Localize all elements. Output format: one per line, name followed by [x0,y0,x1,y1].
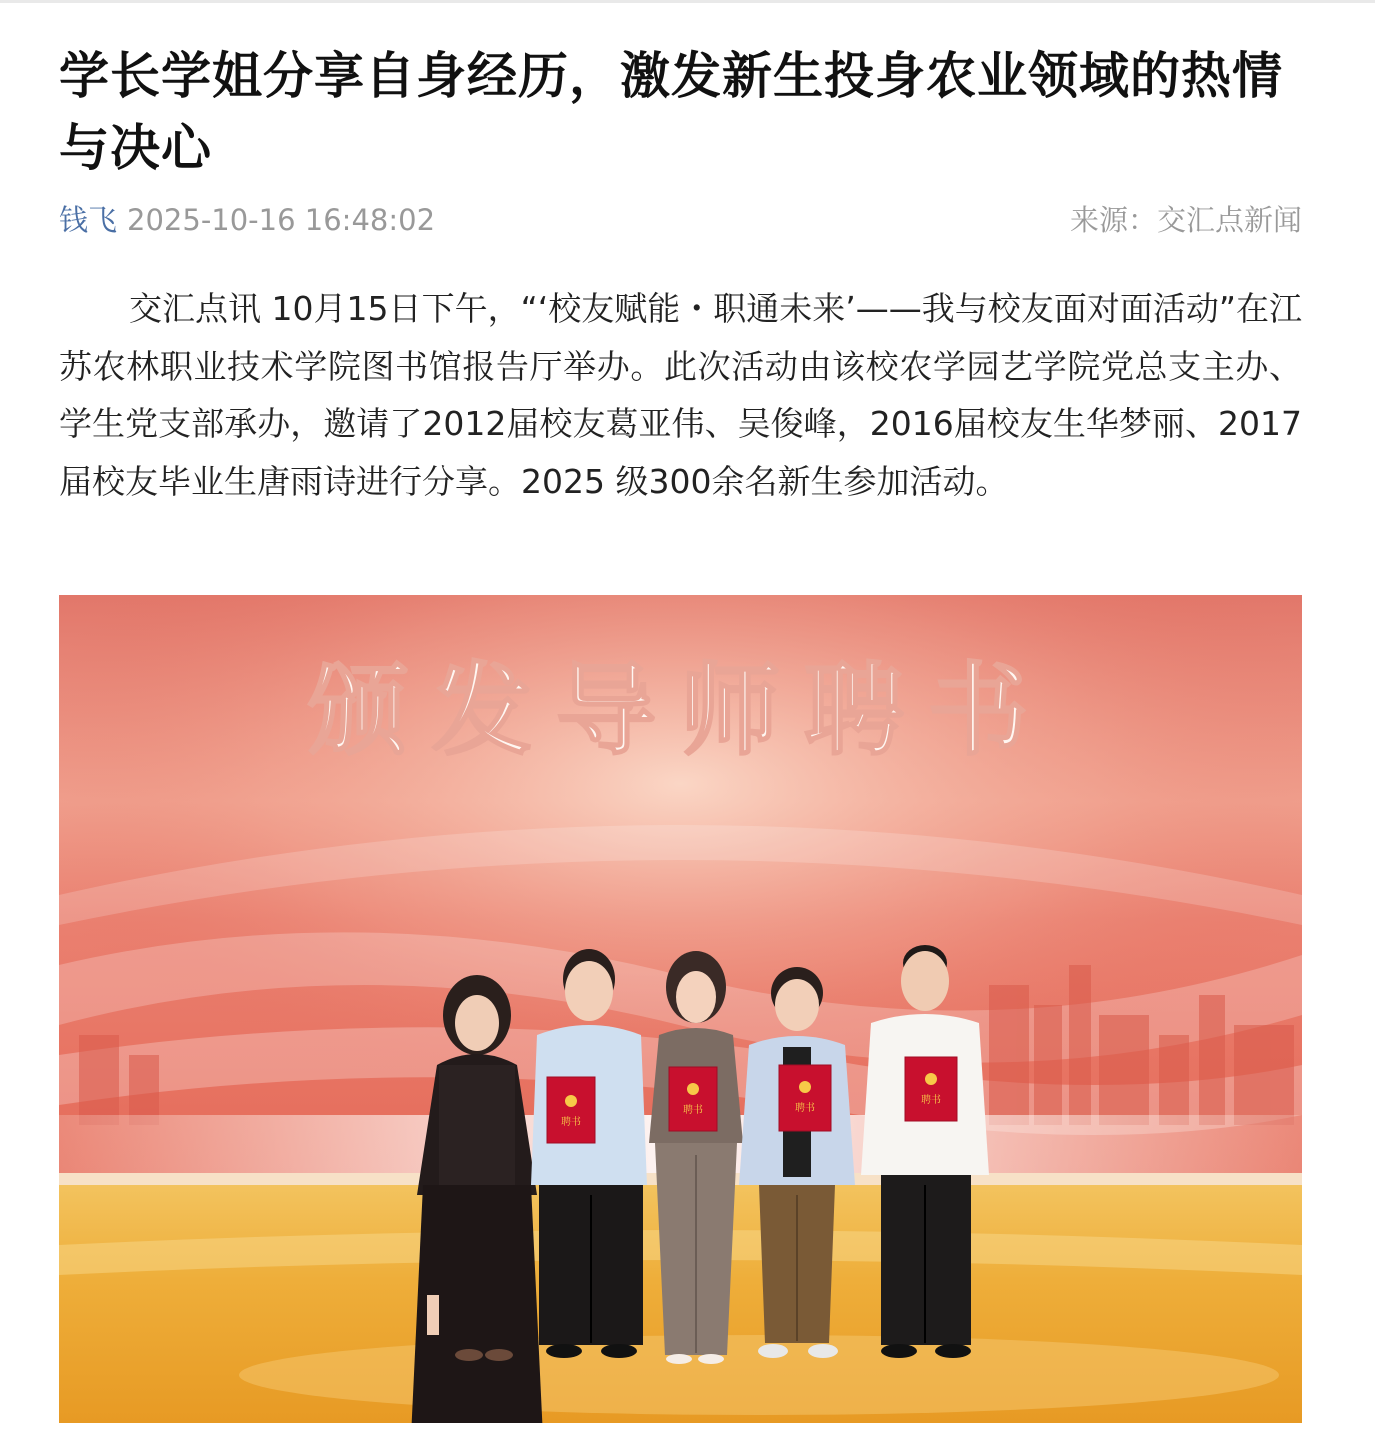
certificate [669,1067,717,1131]
certificate-label: 聘书 [683,1105,703,1116]
article-source: 来源：交汇点新闻 [1069,203,1302,237]
certificate-label: 聘书 [921,1095,941,1106]
certificate [905,1057,957,1121]
publish-datetime: 2025-10-16 16:48:02 [127,203,436,237]
stage-banner-text: 颁发导师聘书 [308,651,1052,769]
article-paragraph: 交汇点讯 10月15日下午，“‘校友赋能・职通未来’——我与校友面对面活动”在江苏农林职业技术学院图书馆报告厅举办。此次活动由该校农学园艺学院党总支主办、学生党支部承办，邀请了2012届校友葛亚伟、吴俊峰，2016届校友生华梦丽、2017届校友毕业生唐雨诗进行分享。2025 级300余名新生参加活动。 [59,289,1302,501]
author-link[interactable]: 钱飞 [59,203,118,237]
certificate-label: 聘书 [795,1103,815,1114]
article-photo [59,595,1302,1423]
certificate-label: 聘书 [561,1117,581,1128]
article-title: 学长学姐分享自身经历，激发新生投身农业领域的热情与决心 [59,47,1283,177]
certificate [779,1065,831,1131]
certificate [547,1077,595,1143]
top-divider [0,0,1375,3]
article-meta [59,198,1302,242]
